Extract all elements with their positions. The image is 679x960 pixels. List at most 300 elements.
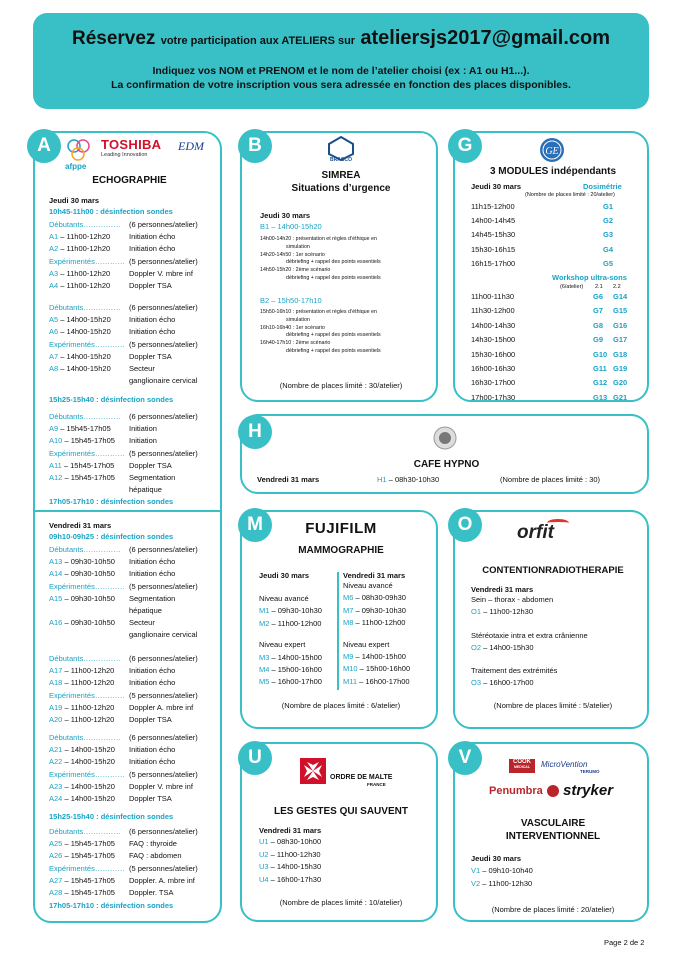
a-row	[49, 327, 176, 338]
u-row	[259, 876, 321, 884]
a-row-code	[49, 666, 114, 675]
a-row-time: – 15h45-17h05	[62, 473, 115, 482]
g-workshop-col1: 2.1	[595, 284, 603, 290]
cook-logo-sub: MEDICAL	[514, 764, 530, 769]
o1-label: Sein – thorax - abdomen	[471, 595, 554, 604]
u-time: – 16h00-17h30	[268, 874, 322, 884]
ge-logo-letters: GE	[545, 146, 559, 157]
a-row	[49, 339, 198, 351]
g-ws-code-b: G20	[613, 378, 628, 388]
v-row	[471, 867, 533, 875]
a-row-code	[49, 461, 114, 470]
u-row	[259, 863, 321, 871]
a-row-code	[49, 678, 114, 687]
a-row-desc: Doppler V. mbre inf	[129, 268, 193, 278]
a-row-code-id: A4	[49, 281, 59, 290]
a-row	[49, 232, 176, 243]
a-row-code-id: A1	[49, 232, 59, 242]
g-ws-code-b: G15	[613, 306, 628, 316]
malte-logo-sub: FRANCE	[367, 782, 386, 787]
banner-title	[33, 27, 649, 50]
m-row	[343, 678, 410, 686]
m-row	[259, 620, 321, 628]
a-row	[49, 351, 172, 363]
a-row	[49, 436, 157, 447]
b-detail-line: débriefing + rappel des points essentiels	[286, 259, 381, 266]
o3-slot	[471, 679, 534, 687]
a-row	[49, 839, 177, 850]
fujifilm-logo: FUJIFILM	[305, 520, 377, 537]
workshop-a-letter: A	[27, 129, 61, 163]
a-row-desc: (6 personnes/atelier)	[129, 654, 198, 663]
a-row-desc: Initiation écho	[129, 232, 176, 242]
u-code: U2	[259, 849, 269, 859]
m-row	[259, 595, 309, 603]
a-row	[49, 757, 176, 768]
a-disinfection-4: 09h10-09h25 : désinfection sondes	[49, 532, 174, 541]
a-row	[49, 690, 198, 702]
a-row-code	[49, 888, 115, 897]
a-row-code	[49, 281, 110, 290]
u-time: – 11h00-12h30	[268, 849, 321, 859]
m-time: – 11h00-12h00	[269, 618, 322, 628]
a-row-desc: (5 personnes/atelier)	[129, 769, 198, 779]
u-day: Vendredi 31 mars	[259, 826, 322, 835]
a-row-time: – 14h00-15h20	[62, 794, 115, 803]
edm-logo: EDM	[178, 139, 204, 153]
b-detail-line: 14h50-15h20 : 2ème scénario	[260, 267, 331, 274]
a-row-code-id: A8	[49, 364, 59, 373]
email-link[interactable]: ateliersjs2017@gmail.com	[360, 27, 611, 49]
a-row-code	[49, 473, 115, 482]
a-row-code-id: A7	[49, 351, 59, 361]
v-row	[471, 880, 532, 888]
a-row-code	[49, 594, 115, 603]
a-row-time: – 11h00-12h20	[62, 666, 115, 676]
a-row-time: – 11h00-12h20	[58, 232, 111, 242]
m-time: – 11h00-12h00	[353, 618, 406, 628]
a-row-desc: Segmentation	[129, 593, 176, 603]
a-row-time: – 14h00-15h20	[58, 315, 111, 325]
a-row-time: – 14h00-15h20	[62, 745, 115, 755]
a-row-desc: (5 personnes/atelier)	[129, 448, 198, 458]
a-row-code-id: A16	[49, 618, 63, 628]
a-row-time: – 14h00-15h20	[62, 781, 115, 791]
a-row-code: Débutants……………	[49, 303, 121, 312]
g-ws-time: 16h30-17h00	[471, 378, 516, 388]
b-detail-line: débriefing + rappel des points essentiels	[286, 348, 381, 354]
a-row	[49, 888, 174, 899]
a-row-code	[49, 618, 115, 627]
a-row	[49, 733, 198, 744]
g-ws-code-a: G9	[593, 335, 604, 345]
workshop-b-subtitle: Situations d’urgence	[291, 183, 391, 194]
workshop-u-letter: U	[238, 741, 272, 775]
g-ws-code-b: G21	[613, 392, 628, 402]
a-row-code	[49, 436, 115, 445]
a-row-code-id: A24	[49, 794, 63, 803]
orfit-logo-text: orfit	[517, 522, 554, 543]
workshop-m-letter: M	[238, 508, 272, 542]
workshop-h-letter: H	[238, 415, 272, 449]
m-time: – 16h00-17h00	[357, 676, 410, 686]
m-time: – 08h30-09h30	[353, 593, 406, 603]
a-row-desc: Segmentation	[129, 473, 176, 482]
a-disinfection-2: 15h25-15h40 : désinfection sondes	[49, 395, 174, 404]
m-row	[343, 665, 410, 673]
participation-text: votre participation aux ATELIERS sur	[160, 35, 356, 47]
a-row	[49, 412, 198, 423]
a-row-time: – 09h30-10h50	[62, 618, 115, 628]
a-row-desc: Doppler TSA	[129, 281, 172, 290]
a-disinfection-6: 17h05-17h10 : désinfection sondes	[49, 901, 174, 910]
a-row-time: – 15h45-17h05	[62, 851, 115, 861]
g-ws-time: 17h00-17h30	[471, 392, 516, 402]
a-row-time: – 15h45-17h05	[62, 839, 115, 849]
m-row	[343, 607, 406, 615]
g-ws-code-a: G6	[593, 292, 604, 301]
a-row-time: – 14h00-15h20	[58, 351, 111, 361]
u-code: U1	[259, 837, 269, 846]
v-code: V2	[471, 878, 481, 888]
a-row-desc: Doppler TSA	[129, 351, 172, 361]
penumbra-mark-icon	[547, 785, 559, 797]
b-detail-line: simulation	[286, 316, 310, 323]
a-row-code-id: A6	[49, 327, 59, 337]
a-row-desc: Doppler V. mbre inf	[129, 781, 193, 791]
a-row	[49, 460, 172, 472]
a-row-desc: Secteur	[129, 364, 155, 373]
a-row-code-id: A2	[49, 244, 59, 254]
a-row-code: Expérimentés…………	[49, 769, 125, 779]
a-row-desc: Doppler TSA	[129, 715, 172, 724]
o3-label: Traitement des extrémités	[471, 666, 558, 675]
a-row-code: Expérimentés…………	[49, 339, 125, 349]
a-row-code-id: A14	[49, 569, 63, 579]
g-dos-code: G3	[603, 230, 614, 240]
a-row-desc: Initiation écho	[129, 757, 176, 767]
o-capacity-note: (Nombre de places limité : 5/atelier)	[493, 701, 613, 710]
a-row-time: – 11h00-12h20	[62, 715, 115, 724]
g-dos-time: 11h15-12h00	[471, 202, 515, 211]
a-row-desc: Doppler TSA	[129, 460, 172, 470]
b-day: Jeudi 30 mars	[260, 211, 311, 220]
h-day: Vendredi 31 mars	[257, 475, 320, 484]
m-row	[343, 653, 406, 661]
m-code: M2	[259, 618, 270, 628]
a-row-code	[49, 794, 115, 803]
o1-slot	[471, 608, 533, 616]
stryker-logo: stryker	[563, 782, 614, 799]
g-dosimetrie-title: Dosimétrie	[583, 182, 622, 191]
o-day: Vendredi 31 mars	[471, 585, 534, 594]
a-row-time: – 14h00-15h20	[62, 757, 115, 767]
a-row-code-id: A21	[49, 745, 63, 755]
a-row	[49, 268, 193, 280]
a-row-desc: Initiation écho	[129, 745, 176, 755]
a-row-code-id: A3	[49, 268, 59, 278]
m-code: M1	[259, 606, 270, 616]
o2-code: O2	[471, 643, 482, 652]
g-ws-code-b: G19	[613, 364, 628, 373]
a-row-code: Débutants……………	[49, 412, 121, 421]
a-row-code: Débutants……………	[49, 545, 121, 554]
g-ws-code-a: G10	[593, 349, 608, 359]
workshop-v-subtitle: INTERVENTIONNEL	[505, 831, 601, 842]
h1-slot	[377, 476, 439, 484]
a-row-code-id: A20	[49, 715, 63, 724]
a-row-code	[49, 839, 115, 848]
m-time: – 09h30-10h30	[269, 606, 322, 616]
m-time: – 14h00-15h00	[269, 652, 322, 662]
a-row	[49, 424, 157, 435]
g-ws-time: 14h30-15h00	[471, 335, 516, 345]
a-row-desc: Doppler A. mbre inf	[129, 702, 194, 712]
a-row-desc: Doppler. TSA	[129, 888, 174, 897]
a-row-code	[49, 424, 111, 433]
a-row	[49, 794, 172, 805]
a-separator	[33, 510, 222, 512]
a-row-desc: (5 personnes/atelier)	[129, 690, 198, 700]
penumbra-logo: Penumbra	[489, 785, 543, 797]
a-row-desc: (5 personnes/atelier)	[129, 863, 198, 873]
g-dos-code: G1	[603, 202, 614, 211]
a-row-desc: hépatique	[129, 485, 162, 495]
b-detail-line: simulation	[286, 243, 310, 250]
a-row-code-id: A18	[49, 678, 63, 688]
m-code: M9	[343, 652, 354, 661]
b1-slot	[260, 223, 322, 231]
workshop-v-vasculaire	[453, 742, 649, 922]
a-row	[49, 781, 193, 793]
workshop-a-echographie	[33, 131, 222, 923]
afppe-logo-text: afppe	[65, 162, 87, 171]
a-row-desc: Initiation	[129, 424, 157, 434]
workshop-o-contention	[453, 510, 649, 729]
m-divider	[337, 572, 339, 690]
a-row-time: – 14h00-15h20	[58, 327, 111, 337]
banner-instructions: Indiquez vos NOM et PRENOM et le nom de l’atelier choisi (ex : A1 ou H1...).	[152, 65, 530, 77]
o3-code: O3	[471, 678, 482, 687]
u-capacity-note: (Nombre de places limité : 10/atelier)	[279, 898, 403, 907]
u-row	[259, 851, 321, 859]
b-detail-line: 16h40-17h10 : 2ème scénario	[260, 340, 331, 347]
g-ws-time: 14h00-14h30	[471, 320, 516, 330]
g-ws-code-b: G16	[613, 320, 628, 330]
v-capacity-note: (Nombre de places limité : 20/atelier)	[491, 905, 615, 914]
a-row	[49, 851, 182, 862]
h1-code: H1	[377, 475, 387, 484]
g-day: Jeudi 30 mars	[471, 182, 522, 191]
g-dos-code: G2	[603, 216, 614, 226]
a-row-code	[49, 703, 114, 712]
g-dos-time: 14h00-14h45	[471, 216, 516, 226]
a-row-code-id: A28	[49, 888, 63, 897]
a-row-desc: Initiation écho	[129, 315, 176, 325]
a-disinfection-5: 15h25-15h40 : désinfection sondes	[49, 812, 174, 821]
a-row-code-id: A13	[49, 557, 63, 567]
a-row-desc: FAQ : abdomen	[129, 851, 182, 861]
m-row	[259, 654, 322, 662]
a-row-desc: Initiation écho	[129, 244, 176, 254]
b-detail-line: 14h20-14h50 : 1er scénario	[260, 251, 325, 258]
g-dosimetrie-note: (Nombre de places limité : 20/atelier)	[525, 192, 615, 198]
b1-label: B1 – 14h00-15h20	[260, 222, 322, 231]
m-row	[259, 607, 322, 615]
a-row	[49, 569, 176, 580]
page-number: Page 2 de 2	[604, 938, 645, 947]
toshiba-tagline: Leading Innovation	[101, 152, 148, 158]
a-row-desc: (6 personnes/atelier)	[129, 545, 198, 554]
m-row	[343, 582, 393, 590]
workshop-b-simrea	[240, 131, 438, 402]
a-row-code-id: A11	[49, 460, 62, 470]
a-row	[49, 281, 172, 292]
m-time: – 15h00-16h00	[357, 664, 411, 674]
m-code: M8	[343, 618, 354, 628]
a-row-code	[49, 715, 114, 724]
m-code: M3	[259, 652, 270, 662]
g-ws-time: 11h00-11h30	[471, 292, 515, 301]
a-disinfection-1: 10h45-11h00 : désinfection sondes	[49, 207, 173, 216]
a-row-code-id: A15	[49, 593, 63, 603]
a-row-desc: Initiation écho	[129, 666, 176, 676]
m-row	[343, 594, 406, 602]
g-ws-code-a: G8	[593, 320, 604, 330]
workshop-a-logos	[63, 135, 223, 173]
reserve-word: Réservez	[71, 28, 156, 49]
g-dos-code: G4	[603, 244, 614, 254]
o2-time: – 14h00-15h30	[483, 643, 534, 652]
workshop-o-letter: O	[448, 508, 482, 542]
u-code: U3	[259, 862, 269, 872]
m-code: M10	[343, 664, 358, 674]
a-row-code: Débutants……………	[49, 220, 121, 229]
g-ws-code-b: G14	[613, 292, 628, 301]
a-row-time: – 11h00-12h20	[58, 244, 111, 254]
a-row-code-id: A5	[49, 315, 59, 325]
a-row	[49, 315, 176, 326]
a-row-desc: (6 personnes/atelier)	[129, 303, 198, 312]
banner-confirmation: La confirmation de votre inscription vous sera adressée en fonction des places disponibles.	[111, 79, 571, 91]
a-row	[49, 678, 176, 689]
a-row-code-id: A17	[49, 666, 63, 676]
m-code: M5	[259, 677, 270, 687]
bracco-logo-text: BRACCO	[330, 157, 352, 163]
m-day1: Jeudi 30 mars	[259, 571, 310, 580]
o3-time: – 16h00-17h00	[483, 678, 534, 687]
a-row-code	[49, 315, 111, 324]
m-level-label: Niveau avancé	[259, 594, 309, 603]
a-row-desc: Initiation écho	[129, 678, 176, 688]
a-row-time: – 11h00-12h20	[58, 268, 111, 278]
a-day2: Vendredi 31 mars	[49, 521, 112, 530]
microvention-logo: MicroVention	[541, 760, 588, 769]
a-row	[49, 702, 194, 714]
g-workshop-col2: 2.2	[613, 284, 621, 290]
a-row-code	[49, 232, 110, 241]
a-row-time: – 15h45-17h05	[58, 424, 111, 434]
workshop-u-title: LES GESTES QUI SAUVENT	[274, 806, 408, 817]
h-capacity-note: (Nombre de places limité : 30)	[500, 475, 601, 484]
a-row-time: – 11h00-12h20	[62, 678, 115, 688]
a-row-desc: Initiation écho	[129, 557, 176, 567]
o2-slot	[471, 644, 534, 652]
workshop-o-title: CONTENTIONRADIOTHERAPIE	[482, 565, 624, 576]
g-ws-code-a: G13	[593, 392, 608, 402]
a-row	[49, 666, 176, 677]
a-row-desc: Doppler. A. mbre inf	[129, 875, 195, 885]
a-row-desc: Secteur	[129, 618, 155, 628]
b-detail-line: débriefing + rappel des points essentiels	[286, 332, 381, 339]
a-row-code: Débutants……………	[49, 827, 121, 836]
a-row-time: – 09h30-10h50	[62, 593, 115, 603]
a-row	[49, 448, 198, 460]
m-code: M6	[343, 593, 354, 603]
a-row-code	[49, 327, 111, 336]
a-row-desc: ganglionaire cervical	[129, 376, 198, 386]
a-row-code-id: A12	[49, 473, 63, 482]
a-row-desc: ganglionaire cervical	[129, 630, 198, 640]
a-row-desc: (5 personnes/atelier)	[129, 256, 198, 266]
u-time: – 14h00-15h30	[268, 862, 322, 872]
g-ws-time: 16h00-16h30	[471, 364, 516, 373]
a-row-time: – 15h45-17h05	[62, 436, 115, 446]
a-row-code: Débutants……………	[49, 733, 121, 742]
a-row-time: – 15h45-17h05	[62, 888, 115, 897]
terumo-logo: TERUMO	[580, 769, 600, 774]
m-time: – 16h00-17h00	[269, 677, 322, 687]
u-time: – 08h30-10h00	[268, 837, 322, 846]
u-code: U4	[259, 874, 269, 884]
a-disinfection-3: 17h05-17h10 : désinfection sondes	[49, 497, 174, 506]
a-row-desc: (5 personnes/atelier)	[129, 581, 198, 591]
m-row	[343, 641, 389, 649]
workshop-v-letter: V	[448, 741, 482, 775]
a-row	[49, 256, 198, 268]
g-dos-time: 14h45-15h30	[471, 230, 516, 240]
workshop-b-letter: B	[238, 129, 272, 163]
a-row-time: – 11h00-12h20	[58, 281, 111, 290]
m-code: M7	[343, 605, 354, 615]
m-row	[259, 666, 322, 674]
a-row-code	[49, 851, 115, 860]
a-row-desc: (6 personnes/atelier)	[129, 733, 198, 742]
a-row-code-id: A25	[49, 839, 63, 849]
a-row-time: – 15h45-17h05	[61, 460, 115, 470]
workshop-m-mammographie	[240, 510, 438, 729]
hypno-logo-icon	[433, 426, 457, 450]
b-detail-line: 16h10-16h40 : 1er scénario	[260, 324, 325, 331]
a-row	[49, 654, 198, 665]
m-level-label: Niveau avancé	[343, 581, 393, 590]
b-detail-line: débriefing + rappel des points essentiels	[286, 275, 381, 281]
a-row	[49, 581, 198, 593]
v-day: Jeudi 30 mars	[471, 854, 522, 863]
a-row-code-id: A9	[49, 424, 59, 434]
malte-logo-text: ORDRE DE MALTE	[330, 774, 393, 781]
a-row-code	[49, 557, 115, 566]
a-row-desc: (5 personnes/atelier)	[129, 339, 198, 349]
a-row-time: – 15h45-17h05	[62, 875, 115, 885]
a-row	[49, 473, 176, 484]
m-code: M11	[343, 676, 358, 686]
a-row-code	[49, 569, 115, 578]
a-row-code-id: A26	[49, 851, 63, 861]
a-row-code-id: A27	[49, 875, 63, 885]
workshop-b-title: SIMREA	[321, 170, 361, 181]
a-row-code: Expérimentés…………	[49, 581, 125, 591]
